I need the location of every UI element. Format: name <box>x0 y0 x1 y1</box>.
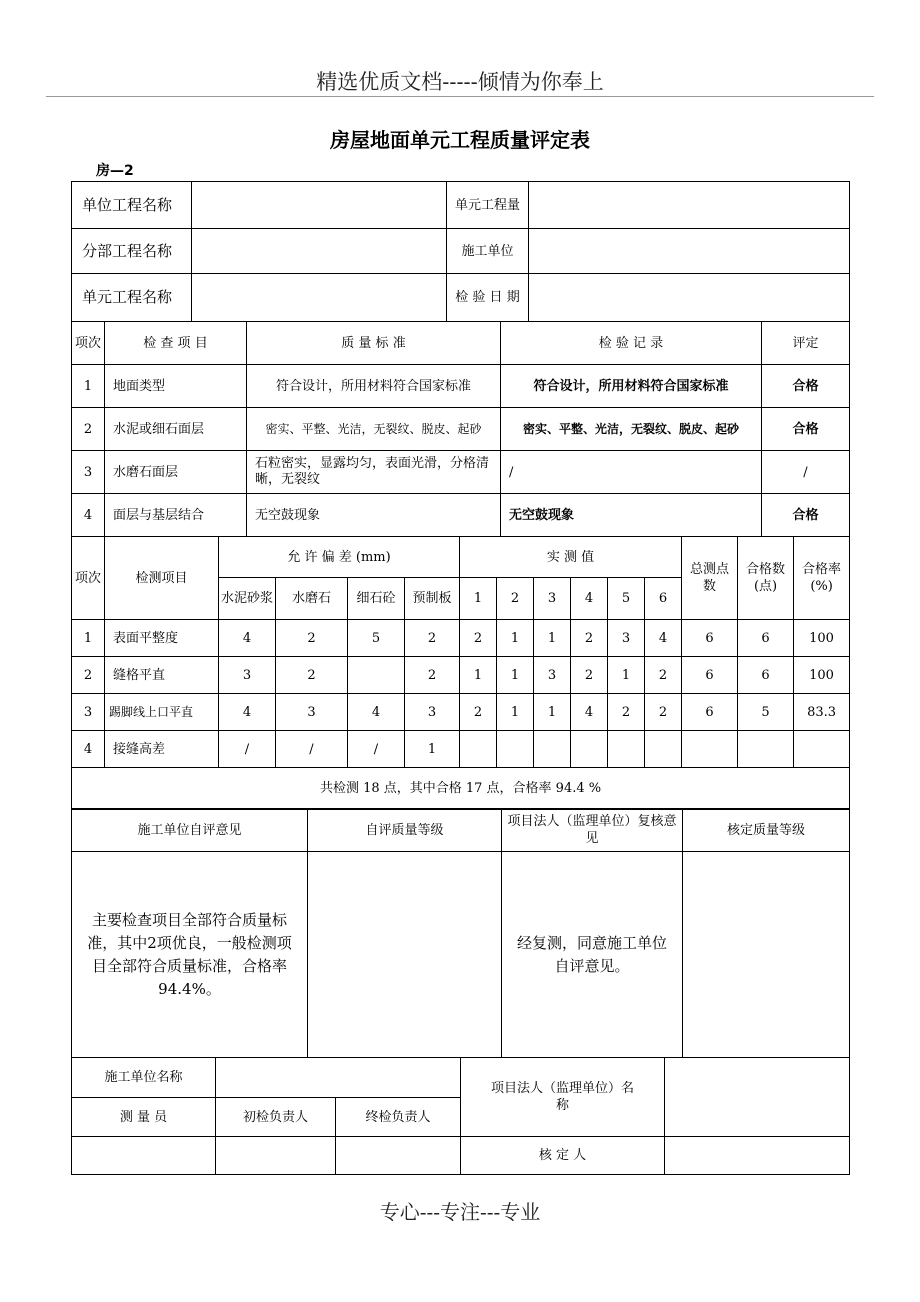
measure-header-actual: 实 测 值 <box>460 537 682 578</box>
check-row-no: 3 <box>72 451 105 494</box>
surveyor-sign <box>72 1137 216 1175</box>
tolerance-cell: 5 <box>348 620 405 657</box>
check-row-standard: 无空鼓现象 <box>247 494 501 537</box>
value-cell: 1 <box>534 694 571 731</box>
measure-summary: 共检测 18 点，其中合格 17 点，合格率 94.4 % <box>72 768 850 810</box>
tolerance-cell: 2 <box>276 657 348 694</box>
total-cell: 6 <box>682 657 738 694</box>
measure-header-rate: 合格率(%) <box>794 537 850 620</box>
value-cell: 1 <box>534 620 571 657</box>
measure-row-no: 4 <box>72 731 105 768</box>
check-header-item: 检 查 项 目 <box>105 322 247 365</box>
constructor-label: 施工单位 <box>447 229 529 274</box>
self-grade-header: 自评质量等级 <box>308 809 502 852</box>
value-cell <box>608 731 645 768</box>
form-number: 房—2 <box>96 163 134 179</box>
check-row-record: / <box>501 451 762 494</box>
pass-cell: 6 <box>738 657 794 694</box>
info-table <box>71 181 850 322</box>
final-grade-header: 核定质量等级 <box>683 809 850 852</box>
first-inspector-label: 初检负责人 <box>216 1098 336 1137</box>
value-cell: 3 <box>608 620 645 657</box>
tolerance-cell: 4 <box>219 620 276 657</box>
point-col-header: 3 <box>534 578 571 620</box>
unit-qty-value <box>529 182 850 229</box>
tolerance-cell: 2 <box>276 620 348 657</box>
value-cell <box>460 731 497 768</box>
contractor-name-value <box>216 1058 461 1098</box>
rate-cell <box>794 731 850 768</box>
value-cell <box>571 731 608 768</box>
check-header-record: 检 验 记 录 <box>501 322 762 365</box>
value-cell <box>534 731 571 768</box>
check-row-eval: 合格 <box>762 408 850 451</box>
tolerance-cell: 3 <box>219 657 276 694</box>
check-table <box>71 321 850 537</box>
tolerance-col-header: 细石砼 <box>348 578 405 620</box>
total-cell: 6 <box>682 694 738 731</box>
unit-project-label: 单位工程名称 <box>72 182 192 229</box>
tolerance-cell: 2 <box>405 657 460 694</box>
check-row-standard: 石粒密实，显露均匀，表面光滑，分格清晰，无裂纹 <box>247 451 501 494</box>
tolerance-col-header: 水磨石 <box>276 578 348 620</box>
tolerance-cell: / <box>219 731 276 768</box>
point-col-header: 2 <box>497 578 534 620</box>
check-header-eval: 评定 <box>762 322 850 365</box>
tolerance-cell: / <box>348 731 405 768</box>
check-row-standard: 符合设计，所用材料符合国家标准 <box>247 365 501 408</box>
measure-row-item: 接缝高差 <box>105 731 219 768</box>
check-header-standard: 质 量 标 准 <box>247 322 501 365</box>
first-inspector-sign <box>216 1137 336 1175</box>
self-opinion-header: 施工单位自评意见 <box>72 809 308 852</box>
measure-header-pass: 合格数(点) <box>738 537 794 620</box>
signature-table <box>71 1057 850 1175</box>
owner-name-label: 项目法人（监理单位）名 称 <box>461 1058 665 1137</box>
page-footer: 专心---专注---专业 <box>379 1200 541 1224</box>
value-cell: 1 <box>497 657 534 694</box>
measure-row-item: 踢脚线上口平直 <box>105 694 219 731</box>
check-row-no: 4 <box>72 494 105 537</box>
measure-header-no: 项次 <box>72 537 105 620</box>
check-row-eval: / <box>762 451 850 494</box>
self-grade-value <box>308 852 502 1058</box>
tolerance-cell: 3 <box>405 694 460 731</box>
surveyor-label: 测 量 员 <box>72 1098 216 1137</box>
measure-table <box>71 536 850 810</box>
tolerance-cell: 4 <box>348 694 405 731</box>
check-row-no: 2 <box>72 408 105 451</box>
tolerance-cell: 4 <box>219 694 276 731</box>
value-cell: 2 <box>460 620 497 657</box>
point-col-header: 4 <box>571 578 608 620</box>
tolerance-cell: / <box>276 731 348 768</box>
final-grade-value <box>683 852 850 1058</box>
approver-label: 核 定 人 <box>461 1137 665 1175</box>
tolerance-cell: 2 <box>405 620 460 657</box>
review-opinion-header: 项目法人（监理单位）复核意见 <box>502 809 683 852</box>
measure-row-no: 3 <box>72 694 105 731</box>
total-cell: 6 <box>682 620 738 657</box>
self-opinion-text: 主要检查项目全部符合质量标准，其中2项优良，一般检测项目全部符合质量标准，合格率94.4%。 <box>72 852 308 1058</box>
pass-cell: 5 <box>738 694 794 731</box>
tolerance-cell <box>348 657 405 694</box>
sub-project-label: 分部工程名称 <box>72 229 192 274</box>
check-row-record: 密实、平整、光洁，无裂纹、脱皮、起砂 <box>501 408 762 451</box>
measure-row-no: 1 <box>72 620 105 657</box>
measure-header-item: 检测项目 <box>105 537 219 620</box>
measure-header-total: 总测点数 <box>682 537 738 620</box>
check-row-eval: 合格 <box>762 365 850 408</box>
rate-cell: 100 <box>794 657 850 694</box>
inspect-date-label: 检 验 日 期 <box>447 274 529 322</box>
check-row-record: 符合设计，所用材料符合国家标准 <box>501 365 762 408</box>
page-header: 精选优质文档-----倾情为你奉上 <box>316 70 604 94</box>
tolerance-col-header: 预制板 <box>405 578 460 620</box>
value-cell: 1 <box>460 657 497 694</box>
unit-project-value <box>192 182 447 229</box>
check-header-no: 项次 <box>72 322 105 365</box>
value-cell: 2 <box>645 694 682 731</box>
point-col-header: 1 <box>460 578 497 620</box>
value-cell: 2 <box>571 620 608 657</box>
check-row-item: 水泥或细石面层 <box>105 408 247 451</box>
value-cell: 4 <box>571 694 608 731</box>
value-cell: 1 <box>608 657 645 694</box>
review-opinion-text: 经复测，同意施工单位自评意见。 <box>502 852 683 1058</box>
check-row-item: 面层与基层结合 <box>105 494 247 537</box>
tolerance-col-header: 水泥砂浆 <box>219 578 276 620</box>
value-cell <box>497 731 534 768</box>
check-row-record: 无空鼓现象 <box>501 494 762 537</box>
opinion-table <box>71 808 850 1058</box>
value-cell: 4 <box>645 620 682 657</box>
measure-row-no: 2 <box>72 657 105 694</box>
rate-cell: 100 <box>794 620 850 657</box>
value-cell: 2 <box>608 694 645 731</box>
value-cell: 1 <box>497 620 534 657</box>
check-row-item: 水磨石面层 <box>105 451 247 494</box>
point-col-header: 6 <box>645 578 682 620</box>
constructor-value <box>529 229 850 274</box>
rate-cell: 83.3 <box>794 694 850 731</box>
value-cell: 1 <box>497 694 534 731</box>
owner-name-value <box>665 1058 850 1137</box>
form-title: 房屋地面单元工程质量评定表 <box>330 128 590 152</box>
point-col-header: 5 <box>608 578 645 620</box>
final-inspector-sign <box>336 1137 461 1175</box>
inspect-date-value <box>529 274 850 322</box>
pass-cell: 6 <box>738 620 794 657</box>
pass-cell <box>738 731 794 768</box>
measure-row-item: 表面平整度 <box>105 620 219 657</box>
element-project-label: 单元工程名称 <box>72 274 192 322</box>
value-cell: 2 <box>571 657 608 694</box>
tolerance-cell: 3 <box>276 694 348 731</box>
measure-header-tolerance: 允 许 偏 差 (mm) <box>219 537 460 578</box>
contractor-name-label: 施工单位名称 <box>72 1058 216 1098</box>
tolerance-cell: 1 <box>405 731 460 768</box>
measure-row-item: 缝格平直 <box>105 657 219 694</box>
check-row-item: 地面类型 <box>105 365 247 408</box>
check-row-no: 1 <box>72 365 105 408</box>
sub-project-value <box>192 229 447 274</box>
value-cell: 3 <box>534 657 571 694</box>
header-divider <box>46 96 874 97</box>
check-row-eval: 合格 <box>762 494 850 537</box>
value-cell: 2 <box>460 694 497 731</box>
element-project-value <box>192 274 447 322</box>
unit-qty-label: 单元工程量 <box>447 182 529 229</box>
value-cell: 2 <box>645 657 682 694</box>
value-cell <box>645 731 682 768</box>
total-cell <box>682 731 738 768</box>
final-inspector-label: 终检负责人 <box>336 1098 461 1137</box>
check-row-standard: 密实、平整、光洁，无裂纹、脱皮、起砂 <box>247 408 501 451</box>
approver-sign <box>665 1137 850 1175</box>
